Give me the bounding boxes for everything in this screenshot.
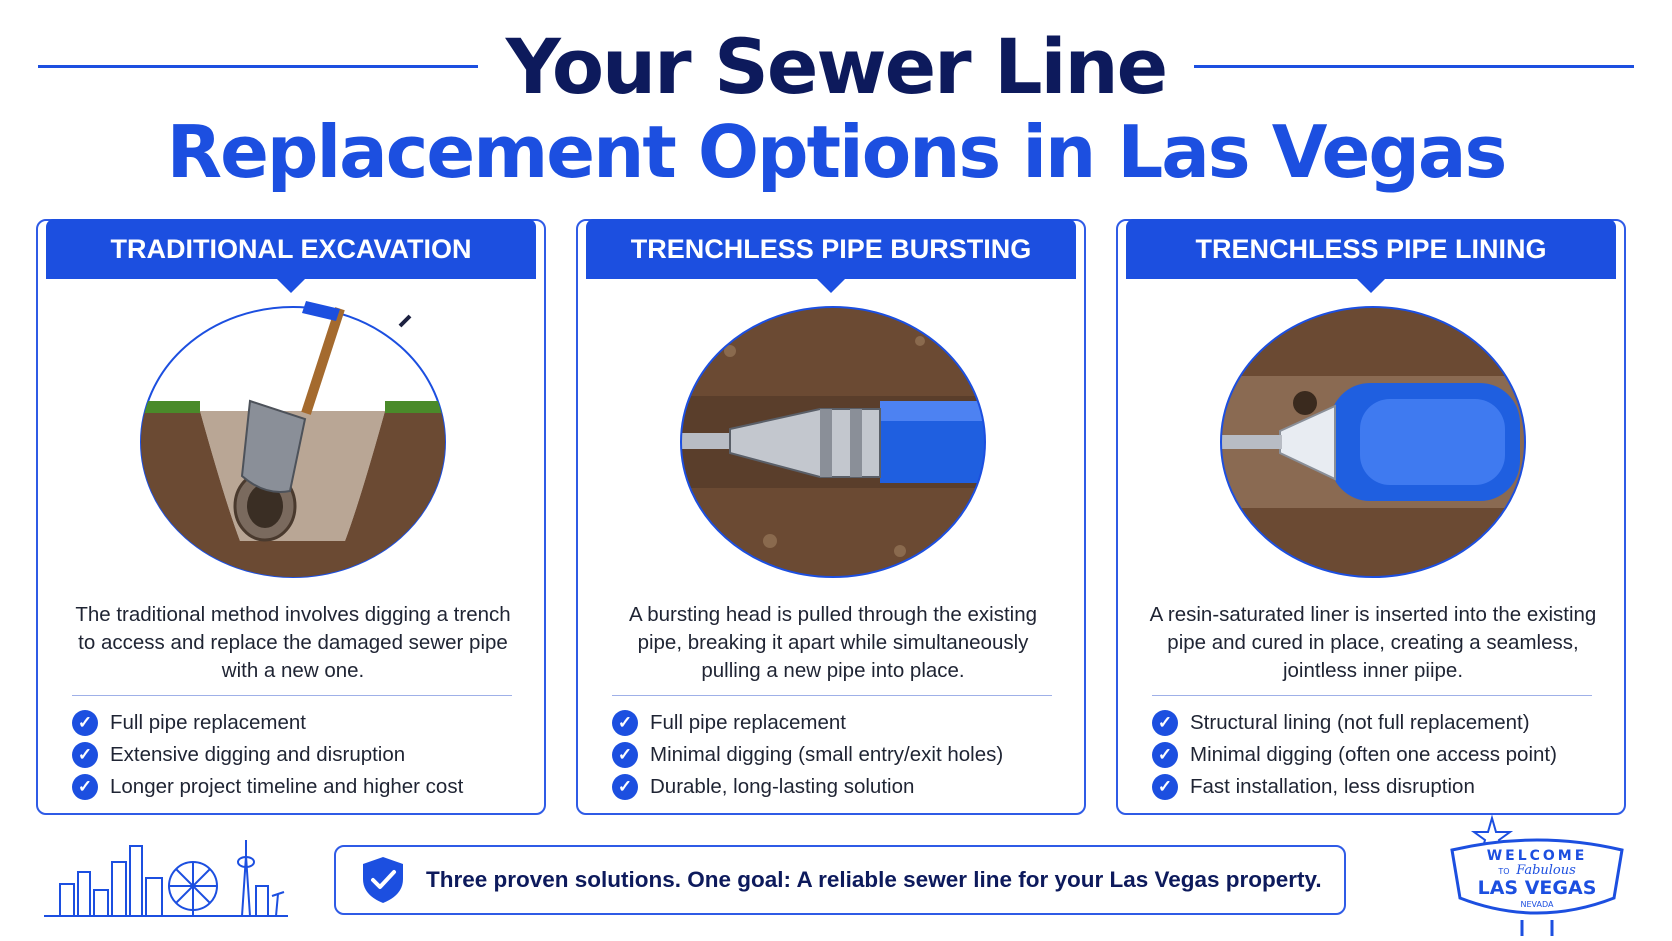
las-vegas-sign-icon <box>1442 810 1632 938</box>
card-heading <box>1126 219 1616 279</box>
heading-notch <box>817 279 845 293</box>
check-circle-icon: ✓ <box>612 710 638 736</box>
sign-welcome: WELCOME <box>1486 848 1588 864</box>
title-line-2: Replacement Options in Las Vegas <box>166 110 1506 194</box>
bursting-head-icon <box>670 301 996 583</box>
title-line-1: Your Sewer Line <box>505 22 1167 111</box>
list-item <box>1152 707 1612 739</box>
card-pipe-bursting <box>576 219 1086 815</box>
card-heading <box>46 219 536 279</box>
page-title <box>0 24 1672 194</box>
sign-to: TO <box>1498 867 1510 876</box>
list-item-text: Full pipe replacement <box>650 711 846 734</box>
card-pipe-lining <box>1116 219 1626 815</box>
footer-tagline-bar <box>334 845 1346 915</box>
check-circle-icon: ✓ <box>1152 710 1178 736</box>
feature-list <box>1152 707 1612 803</box>
check-circle-icon: ✓ <box>1152 742 1178 768</box>
card-divider <box>72 695 512 696</box>
check-circle-icon: ✓ <box>72 774 98 800</box>
sign-city: LAS VEGAS <box>1477 877 1597 899</box>
list-item <box>72 771 532 803</box>
list-item <box>612 739 1072 771</box>
card-heading-text: TRENCHLESS PIPE BURSTING <box>630 233 1032 264</box>
check-circle-icon: ✓ <box>612 742 638 768</box>
list-item <box>612 771 1072 803</box>
heading-notch <box>277 279 305 293</box>
card-divider <box>612 695 1052 696</box>
list-item <box>1152 739 1612 771</box>
card-description: A bursting head is pulled through the existing pipe, breaking it apart while simultaneously pulling a new pipe into place. <box>629 603 1037 682</box>
list-item-text: Structural lining (not full replacement) <box>1190 711 1530 734</box>
list-item <box>612 707 1072 739</box>
card-divider <box>1152 695 1592 696</box>
list-item <box>72 707 532 739</box>
shovel-trench-icon <box>130 301 456 583</box>
card-description: A resin-saturated liner is inserted into the existing pipe and cured in place, creating a seamless, jointless inner piipe. <box>1149 603 1597 682</box>
list-item-text: Durable, long-lasting solution <box>650 775 915 798</box>
sign-fabulous: Fabulous <box>1516 863 1576 878</box>
check-circle-icon: ✓ <box>72 742 98 768</box>
footer-tagline: Three proven solutions. One goal: A reliable sewer line for your Las Vegas property. <box>426 867 1322 892</box>
list-item <box>1152 771 1612 803</box>
list-item-text: Minimal digging (small entry/exit holes) <box>650 743 1004 766</box>
list-item <box>72 739 532 771</box>
heading-notch <box>1357 279 1385 293</box>
card-description: The traditional method involves digging a trench to access and replace the damaged sewer pipe with a new one. <box>75 603 511 682</box>
card-traditional-excavation <box>36 219 546 815</box>
shield-check-icon <box>360 855 406 905</box>
feature-list <box>72 707 532 803</box>
card-heading-text: TRENCHLESS PIPE LINING <box>1195 233 1547 264</box>
feature-list <box>612 707 1072 803</box>
list-item-text: Longer project timeline and higher cost <box>110 775 464 798</box>
check-circle-icon: ✓ <box>72 710 98 736</box>
list-item-text: Full pipe replacement <box>110 711 306 734</box>
card-heading <box>586 219 1076 279</box>
city-skyline-icon <box>38 834 294 924</box>
sign-state: NEVADA <box>1520 900 1554 909</box>
list-item-text: Minimal digging (often one access point) <box>1190 743 1557 766</box>
list-item-text: Fast installation, less disruption <box>1190 775 1475 798</box>
check-circle-icon: ✓ <box>612 774 638 800</box>
check-circle-icon: ✓ <box>1152 774 1178 800</box>
pipe-liner-icon <box>1210 301 1536 583</box>
card-heading-text: TRADITIONAL EXCAVATION <box>110 233 472 264</box>
list-item-text: Extensive digging and disruption <box>110 743 406 766</box>
